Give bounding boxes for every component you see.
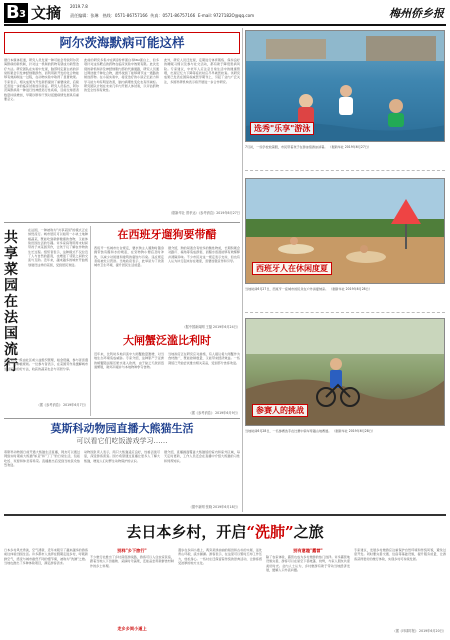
article3-col2: 当地政府正在研究应对措施，有人提议将大闸蟹作为食材推广，既能控制数量，又能带来经济效益。一些餐馆已开始尝试推出相关菜品，受到部分食客欢迎。 (168, 352, 240, 365)
article1-headline-box (4, 32, 240, 54)
article4-byline: （据中新网 张晓 2019年6月18日） (188, 505, 240, 509)
article5-col2: 不少旅行社推出了乡村深度游线路，游客可以入住农家民宿，跟着当地人下田插秧、采摘时令蔬果，还能品尝用新鲜食材制作的乡土料理。 (90, 555, 174, 568)
article4-col2: 动物园负责人表示，两只大熊猫适应良好，性格活泼可爱，深受游客喜爱。园方希望通过直播让更多人了解大熊猫，增进人们对野生动物保护的认识。 (84, 450, 160, 463)
article4-col3: 据介绍，直播画面覆盖大熊猫馆的室内和室外区域，每天定时更新，工作人员还会在直播中介绍大熊猫的习性和饲养知识。 (164, 450, 240, 463)
article5-col3: 漫步在乡间小道上，两旁是绿油油的稻田和古朴的木屋，远处青山环抱，溪水潺潺。游客表示，在这里可以暂时忘却工作压力，放松身心。一些村庄还保留着传统的祭典活动，让游客感受浓厚的地方文化。 (178, 548, 262, 566)
section-number: 3 (19, 9, 26, 20)
photo3-caption (245, 429, 445, 453)
article5-col1: 日本乡村风光秀美，空气清新，近年来吸引了越来越多的游客前往体验田园生活。许多都市人选择在假期走进乡村，呼吸新鲜空气，感受与城市截然不同的慢节奏，被称为"洗肺"之旅。当地也推出了多种体验项目，满足游客需求。 (4, 548, 88, 566)
article5-byline: （据《环球时报》 2019年6月20日） (392, 629, 446, 633)
email: E-mail: 9727182O@qq.com (197, 13, 255, 18)
article2-col1: 西班牙一些城市出台规定，要求狗主人遛狗时随身携带装有醋和水的喷壶，在宠物狗小便后及时冲洗，以减少对街道和建筑的腐蚀与污染。违反规定者将被处以罚款。当地政府表示，此举是为了改善城市卫生环境，提升居民生活质量。 (94, 246, 164, 268)
article5-col5: 专家建议，发展乡村旅游应注重保护自然环境和传统风貌，避免过度开发。同时要完善交通、住宿等基础设施，提升服务质量，让游客获得更好的旅行体验，实现乡村可持续发展。 (354, 548, 446, 561)
masthead: 梅州侨乡报 (389, 7, 444, 20)
hotline: 热线：0571-86757166 (102, 13, 148, 18)
article5-headline (4, 522, 446, 542)
article3-byline: （据《参考消息》 2019年6月9日） (188, 411, 240, 415)
sidebar-byline: （据《参考消息》 2019年6月7日） (36, 403, 88, 407)
sidebar-body-2: 共享菜园一般由社区或公益组织管理，租金低廉，参与者需遵守统一的种植规则。一位参与者表示，在菜园劳作是缓解城市生活压力的好方法，收获的蔬菜也会与邻居分享。 (4, 358, 88, 371)
photo1-credit: （据新华社 2019年6月27日） (328, 145, 371, 149)
photo2-caption (245, 287, 445, 309)
article2-byline: （据中国新闻网 王磊 2019年6月24日） (182, 325, 240, 329)
header-info (70, 13, 254, 19)
article1-col1: 据日本媒体报道，研究人员发现一种可能会导致阿尔茨海默病的新机制，针对这一机制的药物有望成为新型治疗方法。研究团队在实验中发现，脑部特定蛋白质的异常积累会引发神经细胞损伤，而利用新开发的化合物能够有效抑制这一过程，在动物实验中取得了显著效果。专家表示，相关成果为开发新药提供了重要线索，后续还需进一步的临床试验加以验证。研究人员指出，阿尔茨海默病是一种进行性神经退行性疾病，目前全球患者数量持续增加，早期诊断和干预对延缓病情发展具有重要意义。 (4, 58, 79, 102)
sidebar-title (4, 230, 26, 374)
article5-sub3: 别有意趣"露营" (293, 548, 323, 553)
article1-col3: 此外，研究人员还发现，定期进行体育锻炼、保持良好的睡眠习惯以及参与社交活动，都有助于降低患病风险。专家建议，中老年人应注意日常生活中的健康管理，出现记忆力下降等症状时应尽早就医检查。该研究成果已发表在国际权威医学期刊上，引起了业内广泛关注，多国科研机构表示将开展进一步合作研究。 (164, 58, 240, 84)
article5-sub1: 别样"乡下旅行" (117, 548, 147, 553)
photo1-label: 选秀"乐享"游泳 (250, 122, 314, 135)
article3-headline: 大闸蟹泛滥比利时 (123, 334, 211, 347)
article4-subheadline: 可以看它们吃饭游戏学习…… (76, 437, 168, 445)
article1-body (4, 58, 240, 218)
article5-headline-post: 之旅 (293, 523, 324, 541)
editor: 责任编辑：张琳 (70, 13, 99, 18)
photo2-credit: （据新华社 2019年6月28日） (329, 287, 372, 291)
article4-col1: 莫斯科动物园日前开通大熊猫生活直播，网友可以通过网络实时观看大熊猫"如意"和"丁丁"的日常生活，包括吃饭、玩耍和休息等场景。直播推出后受到当地民众热烈欢迎。 (4, 450, 80, 468)
article5-headline-pre: 去日本乡村，开启 (126, 523, 247, 541)
section-name: 文摘 (31, 4, 62, 22)
fax: 传真：0571-86757166 (150, 13, 196, 18)
sidebar-title-text: 共享菜园在法国流行 (4, 230, 18, 374)
photo2-label: 西班牙人在休闲度夏 (252, 262, 332, 275)
article5-headline-quote: “洗肺” (246, 523, 294, 541)
header-date: 2019.7.8 (70, 4, 88, 9)
section-code: B (6, 2, 20, 23)
photo3-label: 参赛人的挑战 (252, 404, 308, 417)
section-badge (4, 3, 28, 23)
photo3-credit: （据新华社 2019年6月28日） (332, 429, 375, 433)
article1-byline: （据新华社 曾孝达）《参考消息》2019年6月27日 (169, 211, 240, 215)
photo3-caption-text: 当地时间6月28日，一名参赛选手在比赛中骑车穿越山地赛道。 (245, 429, 332, 433)
photo1-caption (245, 145, 445, 167)
article2-headline: 在西班牙遛狗要带醋 (117, 228, 217, 241)
photo1-caption-text: 7月初，一些学校放暑假，市民带着孩子在游泳馆游泳消暑。 (245, 145, 328, 149)
photo2-caption-text: 当地时间6月27日，西班牙一座城市的民众在户外消夏纳凉。 (245, 287, 329, 291)
article5-col4: 除了农家体验，露营也成为乡村旅游的热门选择。许多露营地设施完善，游客可以在星空下搭帐篷、烧烤，与家人朋友共度美好时光。业内人士认为，乡村旅游有助于带动当地经济发展，缓解人口外流问题。 (266, 555, 350, 573)
article5-sub2: 走乡乡间小道上 (117, 626, 147, 631)
article3-col1: 近年来，比利时多地河流中大闸蟹数量激增，对当地生态环境造成威胁。专家介绍，这种原产于亚洲的螃蟹随货船压舱水进入欧洲，由于缺乏天敌而迅速繁殖，破坏河堤并与本地物种争夺食物。 (94, 352, 164, 370)
article4-headline: 莫斯科动物园直播大熊猫生活 (50, 422, 194, 435)
article1-col2: 此前的研究多集中在β淀粉样蛋白和tau蛋白上，但多项针对这些靶点的药物在临床试验中效果有限。此次发现的新机制涉及神经细胞内部的代谢通路，研究人员通过筛选数千种化合物，最终找到了能够调节这一通路的候选药物。在小鼠实验中，接受治疗的小鼠记忆能力和学习能力均有明显改善，脑内病理性变化也有所减轻。研究团队计划在未来几年内开展人体试验，以评估药物的安全性和有效性。 (84, 58, 159, 93)
article1-headline: 阿尔茨海默病可能这样 (59, 35, 185, 50)
sidebar-body: 在法国，一种被称为"共享菜园"的模式正在悄然流行。城市居民可以租用一小块土地种植蔬菜，既能吃到新鲜健康的食物，又能体验田园生活的乐趣。许多家庭利用周末时间带孩子来菜园劳作，让孩子们了解农作物的生长过程。组织者表示，这种模式不仅拉近了人与自然的距离，也增进了邻里之间的交流与互助。近年来，越来越多的城市开始规划建设这样的菜园，受到居民欢迎。 (28, 228, 88, 267)
article2-col2: 据介绍，狗的尿液含有较多的酸性物质，长期积累会对路灯、墙角等造成损害，而醋水溶液能够有效稀释并清除异味。不少市民对这一规定表示支持，但也有人认为执行起来存在难度，需要加强宣传和引导。 (168, 246, 240, 264)
